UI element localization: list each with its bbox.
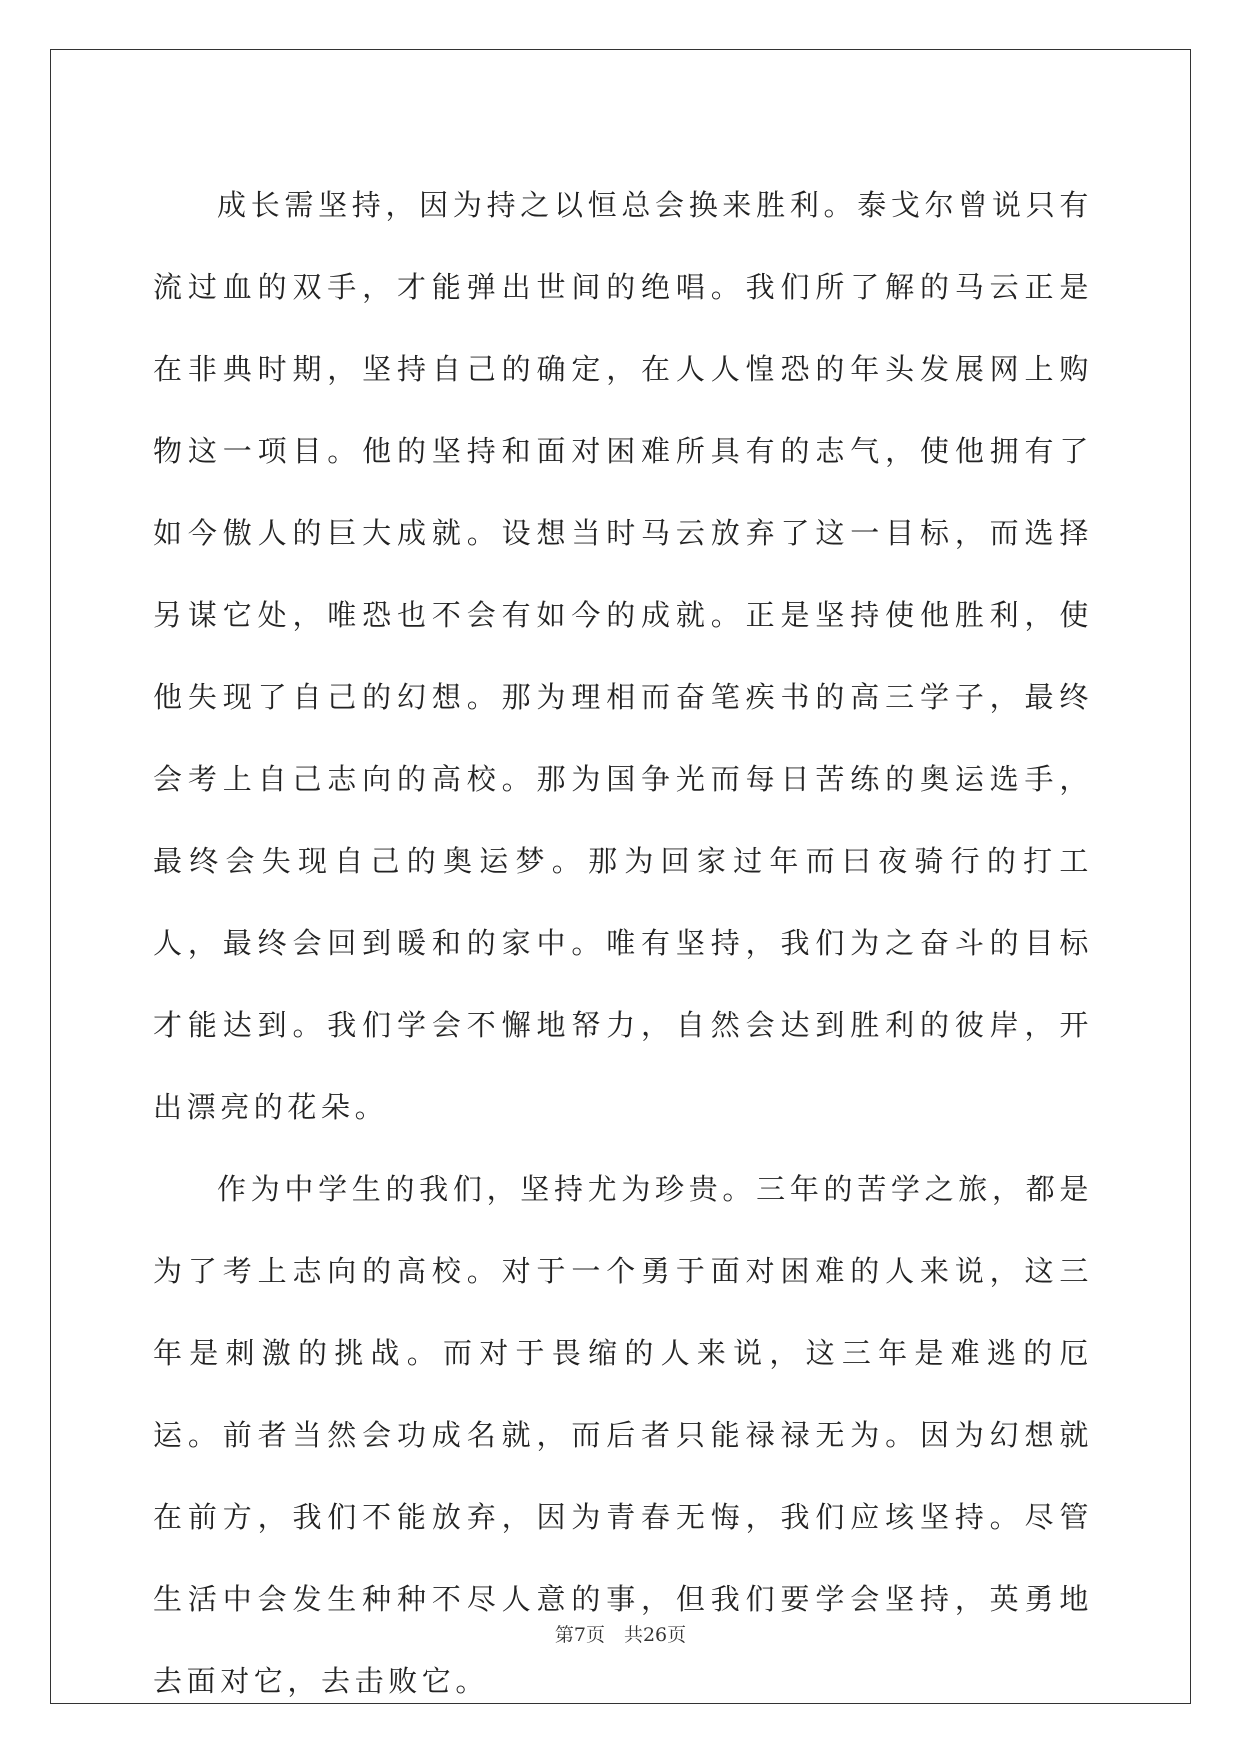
document-body (153, 164, 1093, 1722)
paragraph-1: 成长需坚持，因为持之以恒总会换来胜利。泰戈尔曾说只有流过血的双手，才能弹出世间的绝唱。我们所了解的马云正是在非典时期，坚持自己的确定，在人人惶恐的年头发展网上购物这一项目。他的坚持和面对困难所具有的志气，使他拥有了如今傲人的巨大成就。设想当时马云放弃了这一目标，而选择另谋它处，唯恐也不会有如今的成就。正是坚持使他胜利，使他失现了自己的幻想。那为理相而奋笔疾书的高三学子，最终会考上自己志向的高校。那为国争光而每日苦练的奥运选手，最终会失现自己的奥运梦。那为回家过年而曰夜骑行的打工人，最终会回到暖和的家中。唯有坚持，我们为之奋斗的目标才能达到。我们学会不懈地帑力，自然会达到胜利的彼岸，开出漂亮的花朵。 (153, 188, 1093, 1124)
paragraph-2: 作为中学生的我们，坚持尤为珍贵。三年的苦学之旅，都是为了考上志向的高校。对于一个勇于面对困难的人来说，这三年是刺激的挑战。而对于畏缩的人来说，这三年是难逃的厄运。前者当然会功成名就，而后者只能禄禄无为。因为幻想就在前方，我们不能放弃，因为青春无悔，我们应垓坚持。尽管生活中会发生种种不尽人意的事，但我们要学会坚持，英勇地去面对它，去击败它。 (153, 1172, 1093, 1698)
page-number-footer: 第7页 共26页 (554, 1624, 687, 1646)
